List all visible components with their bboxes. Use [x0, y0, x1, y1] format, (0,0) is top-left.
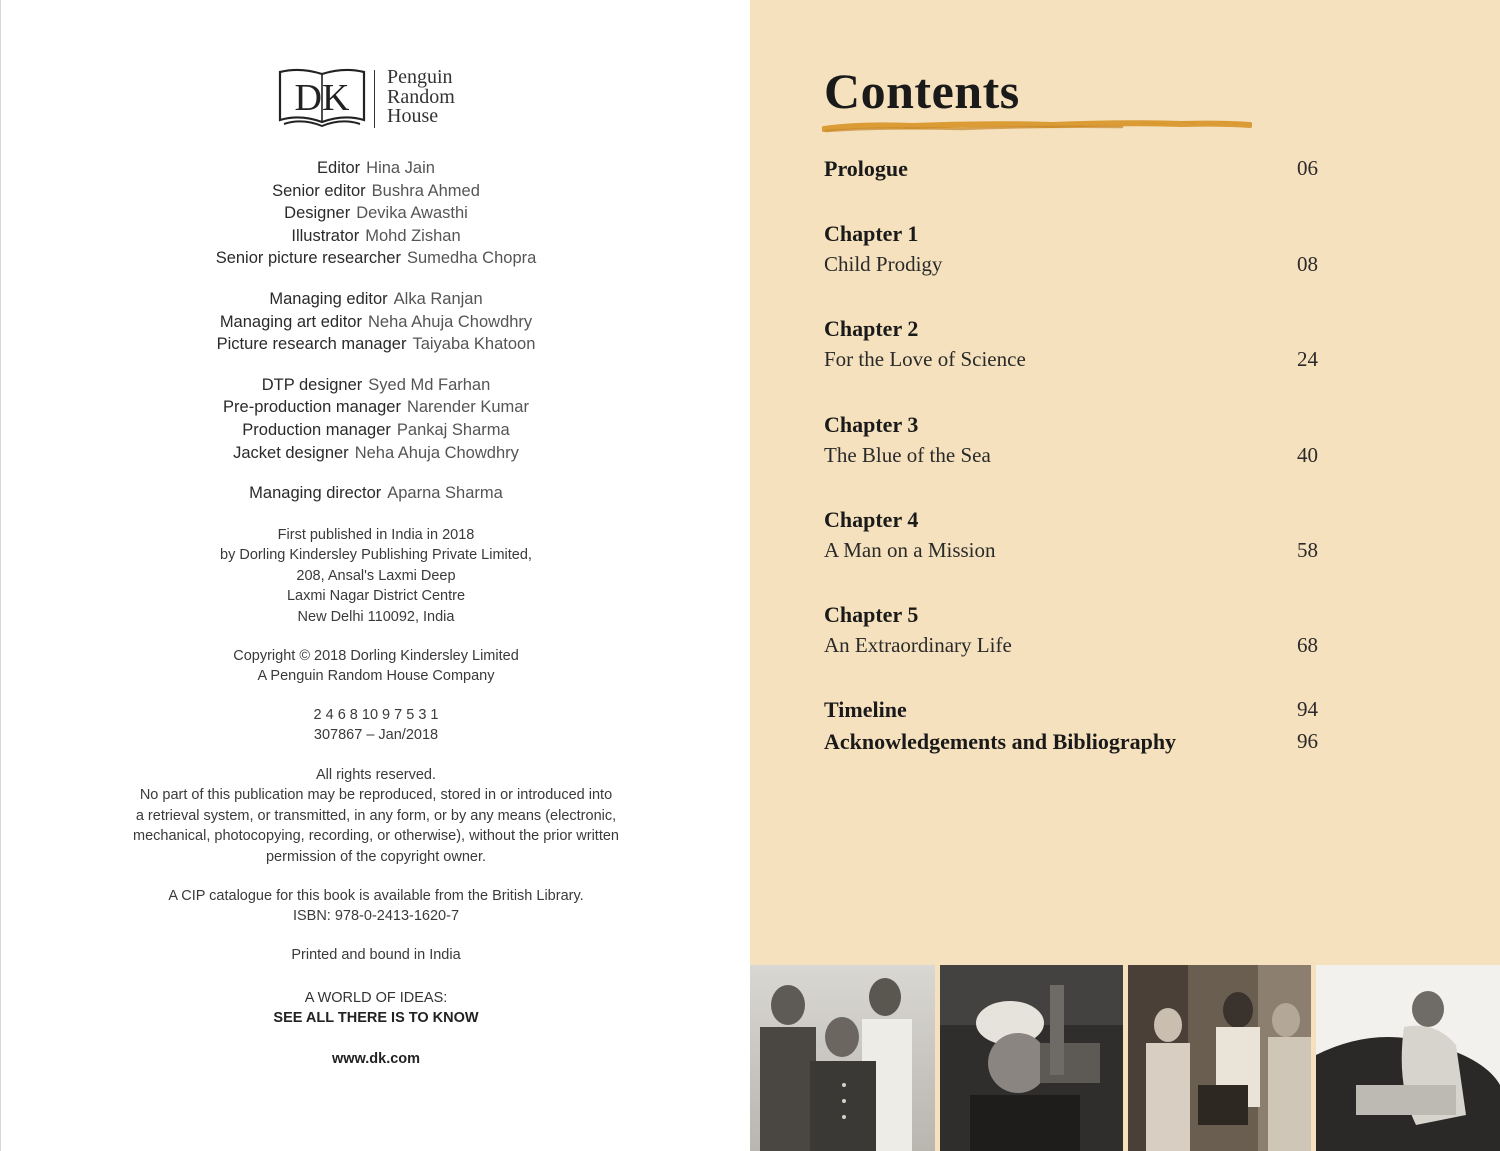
- toc-subtitle: The Blue of the Sea: [824, 443, 991, 467]
- toc-subtitle: A Man on a Mission: [824, 538, 996, 562]
- credit-name: Pankaj Sharma: [396, 420, 510, 439]
- credit-line: [1, 157, 751, 180]
- credit-role: Pre-production manager: [223, 398, 401, 417]
- toc-entry[interactable]: [824, 507, 1318, 563]
- credit-role: Editor: [317, 159, 361, 177]
- toc-subtitle: Child Prodigy: [824, 252, 943, 276]
- archival-photo-laboratory-group: [1128, 965, 1311, 1151]
- credit-role: Illustrator: [291, 226, 360, 245]
- credit-group: [1, 374, 751, 464]
- archival-photo-scientist-at-instrument: [940, 965, 1123, 1151]
- toc-page-number: 08: [1297, 252, 1318, 276]
- toc-page-number: 06: [1297, 156, 1318, 180]
- credit-name: Neha Ahuja Chowdhry: [354, 443, 519, 462]
- dk-book-logo-icon: [278, 68, 366, 128]
- credit-name: Devika Awasthi: [356, 204, 468, 223]
- credit-line: [1, 396, 751, 419]
- toc-subtitle: An Extraordinary Life: [824, 633, 1012, 657]
- credit-line: [1, 419, 751, 442]
- copyright-notice: Copyright © 2018 Dorling Kindersley Limited A Penguin Random House Company: [233, 648, 519, 685]
- credit-role: Senior editor: [272, 181, 366, 200]
- toc-entry[interactable]: [824, 729, 1318, 755]
- website-link[interactable]: www.dk.com: [331, 1051, 421, 1067]
- toc-entry[interactable]: [824, 412, 1318, 468]
- archival-photo-group-portrait: [750, 965, 935, 1151]
- credit-name: Hina Jain: [366, 159, 435, 177]
- rights-statement: All rights reserved. No part of this publication may be reproduced, stored in or introduced into a retrieval system, or transmitted, in any form, or by any means (electronic, mechanical, photocopying, recording, or otherwise), without the prior written permission of the copyright owner.: [133, 767, 619, 865]
- toc-page-number: 96: [1297, 729, 1318, 753]
- credit-line: [1, 180, 751, 203]
- logo-divider: [374, 70, 375, 128]
- toc-page-number: 68: [1297, 633, 1318, 657]
- credit-group: [1, 157, 751, 270]
- toc-heading: Chapter 1: [824, 221, 919, 246]
- credit-name: Aparna Sharma: [387, 484, 503, 503]
- credit-name: Alka Ranjan: [393, 289, 483, 308]
- credit-role: Designer: [284, 204, 351, 223]
- credit-line: [1, 202, 751, 225]
- toc-heading: Prologue: [824, 156, 908, 181]
- toc-heading: Acknowledgements and Bibliography: [824, 729, 1177, 754]
- toc-heading: Chapter 4: [824, 507, 919, 532]
- toc-heading: Chapter 2: [824, 316, 919, 341]
- credit-name: Mohd Zishan: [365, 226, 461, 245]
- toc-heading: Chapter 5: [824, 602, 919, 627]
- toc-page-number: 94: [1297, 697, 1318, 721]
- credit-line: [1, 333, 751, 356]
- toc-entry[interactable]: [824, 697, 1318, 723]
- credit-role: Managing art editor: [219, 312, 362, 331]
- printed-info: Printed and bound in India: [291, 947, 461, 963]
- penguin-random-house-wordmark: Penguin Random House: [387, 66, 455, 127]
- credit-line: [1, 247, 751, 270]
- toc-page-number: 40: [1297, 443, 1318, 467]
- credit-group: [1, 288, 751, 356]
- credits-list: [1, 157, 751, 523]
- archival-photo-seated-man: [1316, 965, 1500, 1151]
- credit-role: DTP designer: [261, 375, 363, 394]
- toc-entry[interactable]: [824, 221, 1318, 277]
- toc-page-number: 58: [1297, 538, 1318, 562]
- catalogue-info: A CIP catalogue for this book is available from the British Library. ISBN: 978-0-2413-1620-7: [168, 888, 584, 925]
- credit-line: [1, 311, 751, 334]
- toc-entry[interactable]: [824, 156, 1318, 182]
- credit-role: Managing director: [249, 484, 382, 503]
- credit-name: Bushra Ahmed: [371, 181, 480, 200]
- contents-title: Contents: [824, 63, 1020, 119]
- credit-role: Production manager: [242, 420, 391, 439]
- credit-line: [1, 374, 751, 397]
- svg-text:DK: DK: [294, 77, 350, 119]
- credit-name: Neha Ahuja Chowdhry: [367, 312, 533, 331]
- credit-line: [1, 442, 751, 465]
- credit-name: Syed Md Farhan: [368, 375, 491, 394]
- credit-name: Taiyaba Khatoon: [412, 335, 536, 354]
- credit-name: Narender Kumar: [406, 398, 529, 417]
- credit-line: [1, 288, 751, 311]
- toc-entry[interactable]: [824, 316, 1318, 372]
- credit-role: Managing editor: [269, 289, 388, 308]
- credit-role: Jacket designer: [233, 443, 349, 462]
- credit-role: Senior picture researcher: [215, 249, 401, 268]
- credit-line: [1, 482, 751, 505]
- credit-group: [1, 482, 751, 505]
- print-codes: 2 4 6 8 10 9 7 5 3 1 307867 – Jan/2018: [313, 707, 439, 744]
- slogan: A WORLD OF IDEAS: SEE ALL THERE IS TO KNOW: [273, 990, 479, 1027]
- credit-role: Picture research manager: [216, 335, 407, 354]
- credit-name: Sumedha Chopra: [406, 249, 537, 268]
- toc-subtitle: For the Love of Science: [824, 347, 1026, 371]
- toc-heading: Timeline: [824, 697, 907, 722]
- toc-page-number: 24: [1297, 347, 1318, 371]
- contents-page: [750, 0, 1500, 1151]
- credit-line: [1, 225, 751, 248]
- publication-details: First published in India in 2018 by Dorling Kindersley Publishing Private Limited, 208, Ansal's Laxmi Deep Laxmi Nagar District Centre New Delhi 110092, India: [220, 527, 532, 625]
- toc-entry[interactable]: [824, 602, 1318, 658]
- photo-strip: [750, 965, 1500, 1151]
- publisher-logo: [278, 68, 455, 130]
- brush-stroke-decoration: [822, 120, 1252, 134]
- toc-heading: Chapter 3: [824, 412, 919, 437]
